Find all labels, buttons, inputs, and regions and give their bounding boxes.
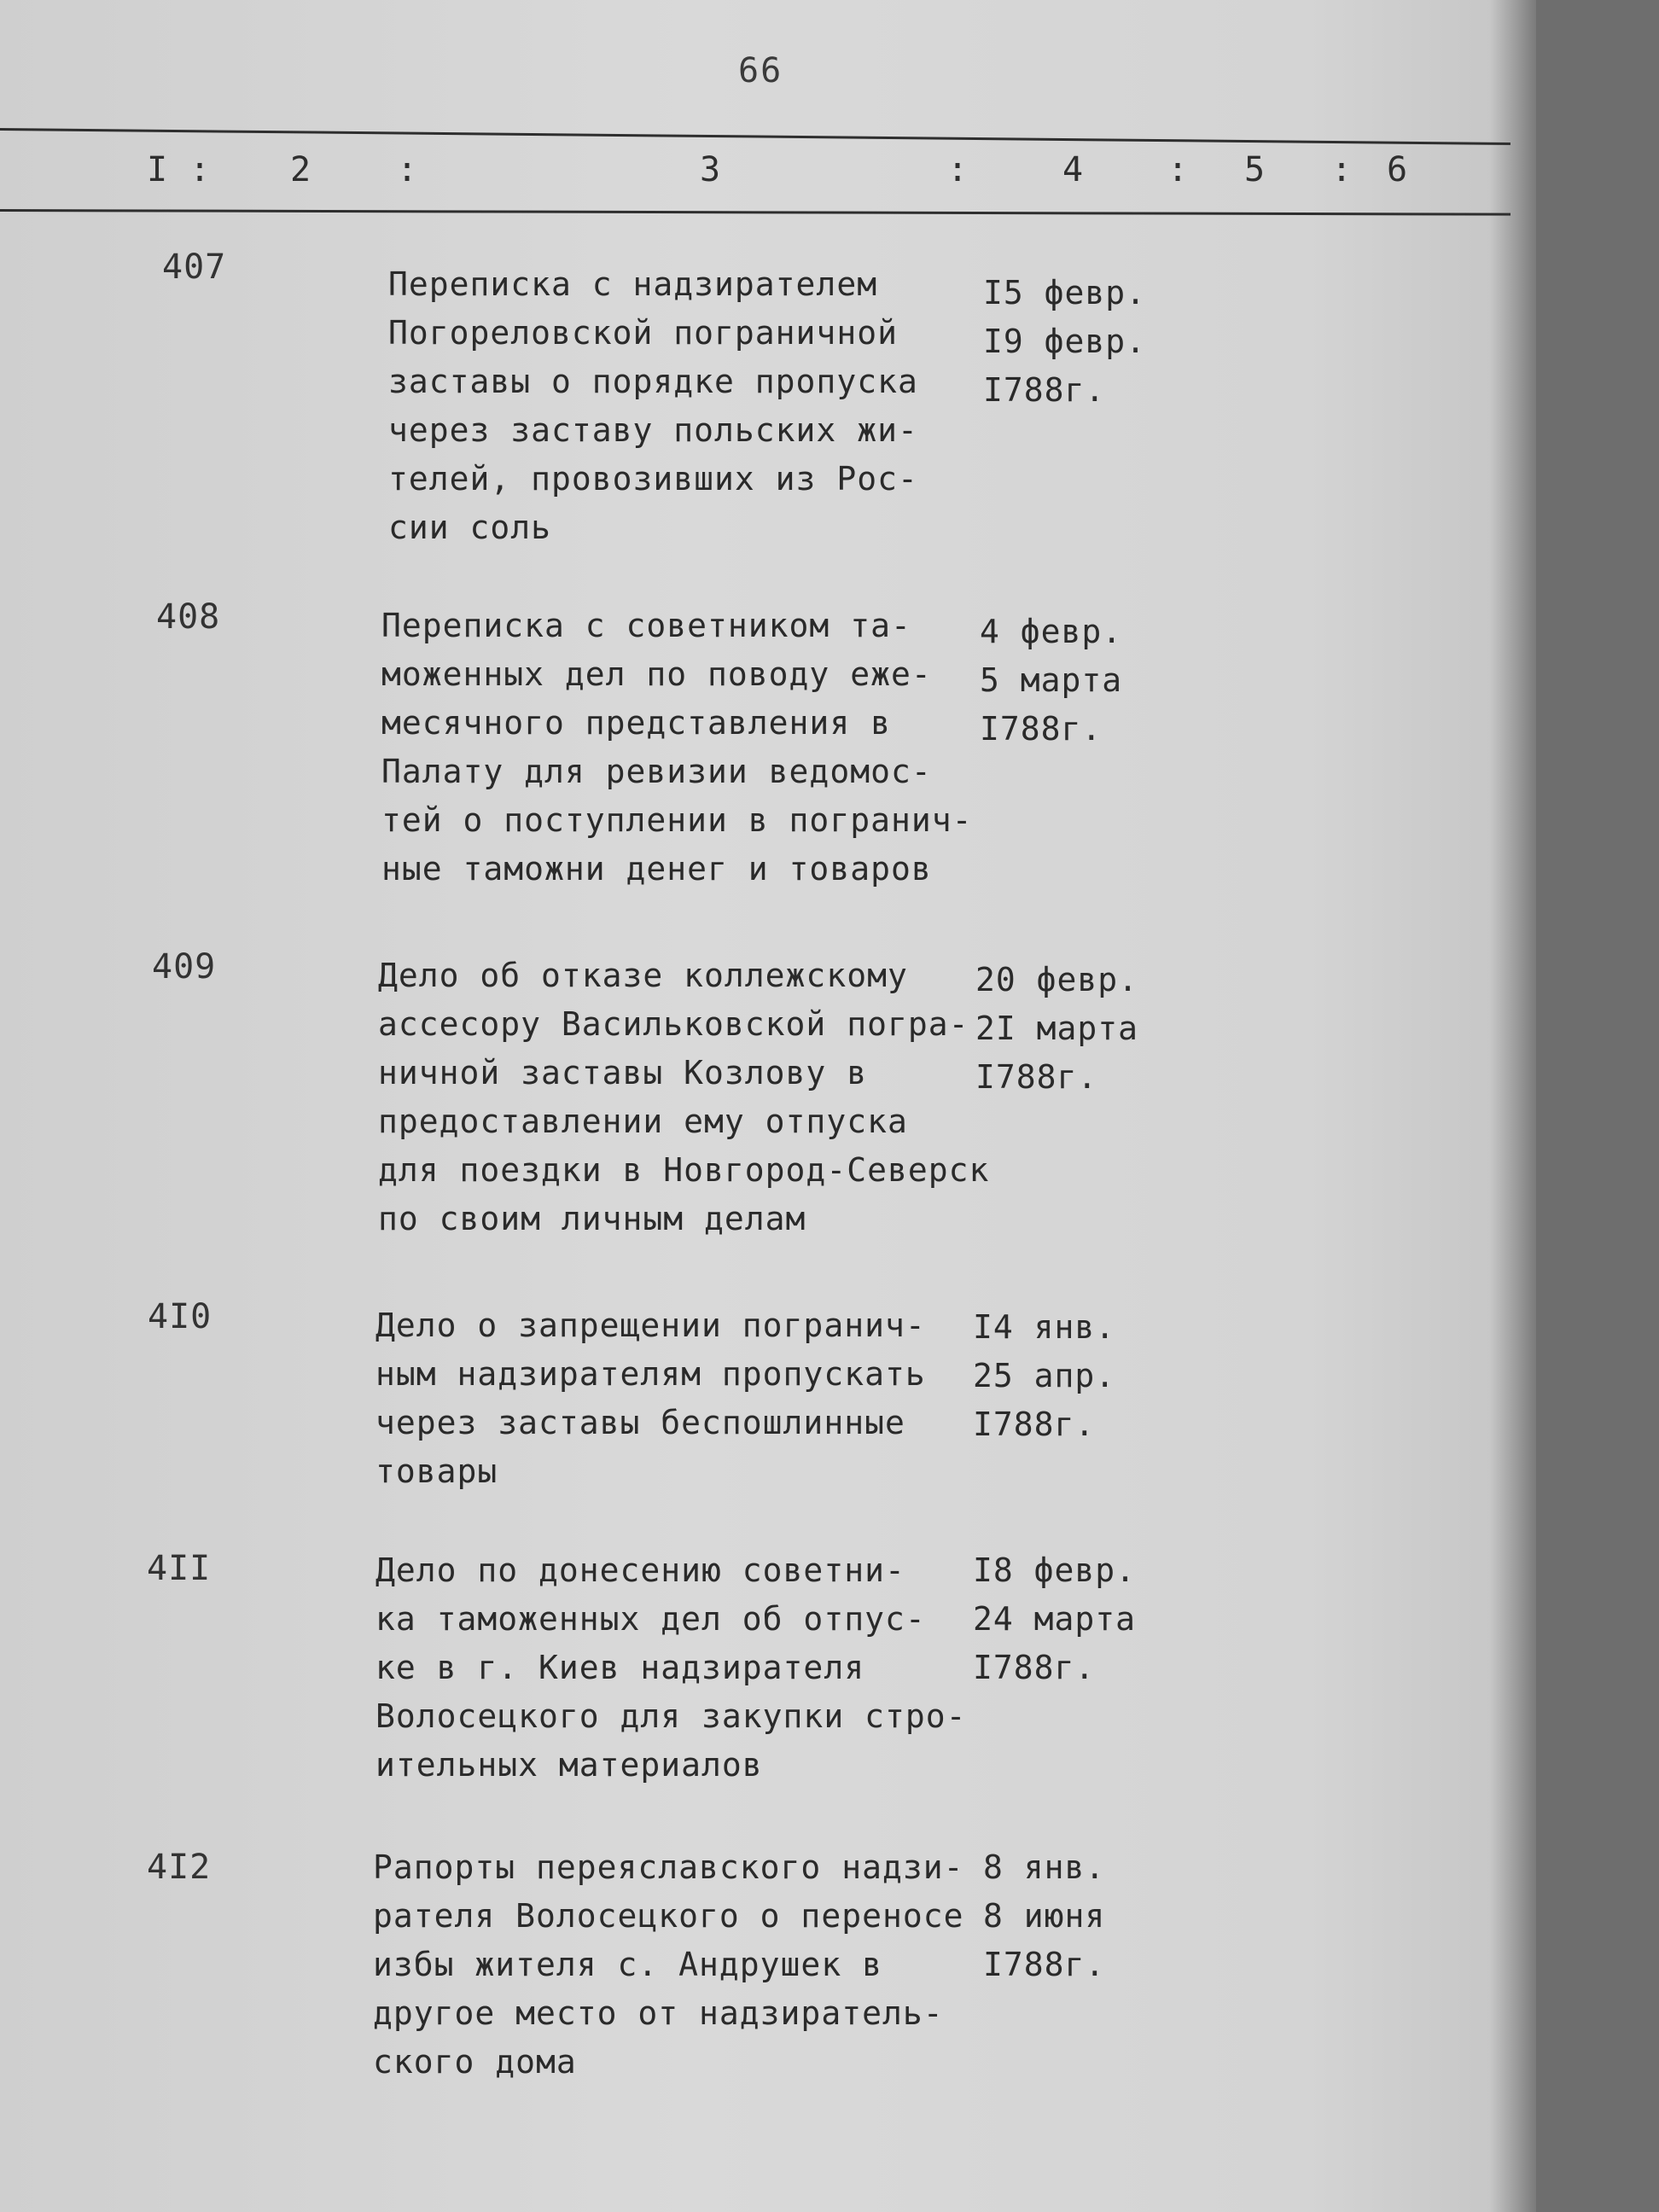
column-header-6: 6 [1387,150,1408,189]
entry-description: Переписка с советником та- моженных дел по поводу еже- месячного представления в Палату для ревизии ведомос- тей о поступлении в погранич- ные таможни денег и товаров [381,607,973,888]
column-separator: : [947,150,969,189]
entry-number: 4I2 [147,1848,212,1887]
entry-dates: I8 февр. 24 марта I788г. [973,1551,1137,1686]
column-separator: : [189,150,211,189]
entry-number: 407 [162,247,227,287]
column-header-4: 4 [1062,150,1084,189]
entry-description: Рапорты переяславского надзи- рателя Волосецкого о переносе избы жителя с. Андрушек в другое место от надзиратель- ского дома [373,1848,964,2081]
entry-dates: 8 янв. 8 июня I788г. [983,1848,1106,1983]
entry-number: 408 [156,597,221,637]
entry-description: Дело о запрещении погранич- ным надзирателям пропускать через заставы беспошлинные товары [375,1307,926,1490]
column-header-5: 5 [1244,150,1266,189]
header-rule-bottom [0,209,1511,216]
column-separator: : [397,150,418,189]
entry-description: Дело об отказе коллежскому ассесору Васильковской погра- ничной заставы Козлову в предоставлении ему отпуска для поездки в Новгород-Северск по своим личным делам [378,957,990,1237]
entry-description: Дело по донесению советни- ка таможенных дел об отпус- ке в г. Киев надзирателя Волосецкого для закупки стро- ительных материалов [375,1551,967,1784]
page-edge-shadow [1489,0,1536,2212]
entry-number: 409 [152,947,217,987]
entry-number: 4II [147,1549,212,1588]
page-number: 66 [738,51,783,90]
entry-dates: I5 февр. I9 февр. I788г. [983,274,1147,409]
entry-number: 4I0 [148,1297,212,1336]
column-header-3: 3 [700,150,721,189]
entry-dates: I4 янв. 25 апр. I788г. [973,1308,1116,1443]
column-header-2: 2 [290,150,311,189]
column-header-1: I [147,150,168,189]
column-separator: : [1167,150,1189,189]
entry-dates: 20 февр. 2I марта I788г. [975,961,1139,1096]
column-separator: : [1331,150,1353,189]
entry-description: Переписка с надзирателем Погореловской пограничной заставы о порядке пропуска через заставу польских жи- телей, провозивших из Рос- сии соль [388,265,918,546]
header-rule-top [0,128,1511,145]
entry-dates: 4 февр. 5 марта I788г. [980,613,1123,748]
